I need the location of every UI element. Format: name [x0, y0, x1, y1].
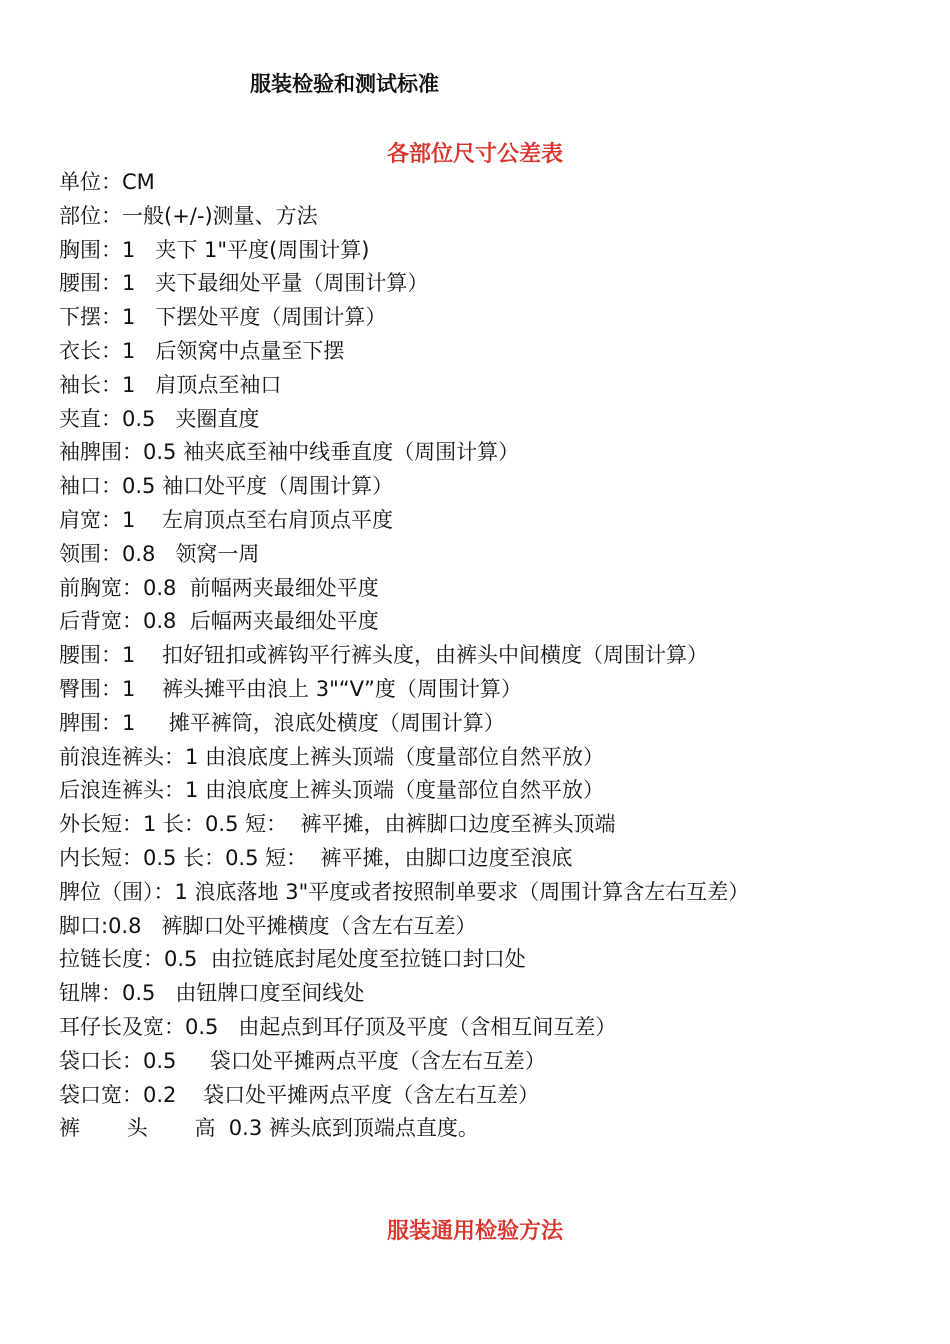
tolerance-line: 后背宽：0.8 后幅两夹最细处平度: [59, 609, 379, 634]
tolerance-line: 后浪连裤头：1 由浪底度上裤头顶端（度量部位自然平放）: [59, 778, 605, 803]
tolerance-line: 拉链长度：0.5 由拉链底封尾处度至拉链口封口处: [59, 947, 526, 972]
tolerance-line: 单位：CM: [59, 170, 155, 194]
tolerance-line: 胸围：1 夹下 1"平度(周围计算): [59, 237, 370, 262]
tolerance-line: 袖长：1 肩顶点至袖口: [59, 372, 282, 397]
tolerance-line: 脾位（围）：1 浪底落地 3"平度或者按照制单要求（周围计算含左右互差）: [59, 879, 750, 904]
section-heading-tolerance-table: 各部位尺寸公差表: [386, 142, 563, 167]
tolerance-line: 裤 头 高 0.3 裤头底到顶端点直度。: [59, 1116, 479, 1141]
tolerance-line: 外长短：1 长：0.5 短： 裤平摊，由裤脚口边度至裤头顶端: [59, 812, 616, 837]
tolerance-line: 脾围：1 摊平裤筒，浪底处横度（周围计算）: [59, 710, 505, 735]
tolerance-line: 袋口宽：0.2 袋口处平摊两点平度（含左右互差）: [59, 1082, 540, 1107]
tolerance-line: 脚口:0.8 裤脚口处平摊横度（含左右互差）: [59, 913, 477, 938]
tolerance-line: 腰围：1 夹下最细处平量（周围计算）: [59, 271, 429, 296]
tolerance-line: 夹直：0.5 夹圈直度: [59, 406, 260, 431]
tolerance-line: 内长短：0.5 长：0.5 短： 裤平摊，由脚口边度至浪底: [59, 845, 573, 870]
tolerance-line: 袋口长：0.5 袋口处平摊两点平度（含左右互差）: [59, 1048, 546, 1073]
tolerance-line: 前胸宽：0.8 前幅两夹最细处平度: [59, 575, 379, 600]
tolerance-line: 前浪连裤头：1 由浪底度上裤头顶端（度量部位自然平放）: [59, 744, 605, 769]
tolerance-line: 钮牌：0.5 由钮牌口度至间线处: [59, 981, 365, 1006]
tolerance-line: 部位：一般(+/-)测量、方法: [59, 203, 318, 228]
tolerance-line: 肩宽：1 左肩顶点至右肩顶点平度: [59, 507, 394, 532]
tolerance-line: 衣长：1 后领窝中点量至下摆: [59, 338, 345, 363]
tolerance-line: 臀围：1 裤头摊平由浪上 3"“V”度（周围计算）: [59, 676, 522, 701]
tolerance-line: 袖脾围：0.5 袖夹底至袖中线垂直度（周围计算）: [59, 440, 520, 465]
tolerance-line: 下摆：1 下摆处平度（周围计算）: [59, 305, 387, 330]
page-title: 服装检验和测试标准: [250, 72, 439, 96]
tolerance-list: [59, 166, 939, 1146]
tolerance-line: 领围：0.8 领窝一周: [59, 541, 260, 566]
tolerance-line: 袖口：0.5 袖口处平度（周围计算）: [59, 474, 394, 499]
tolerance-line: 耳仔长及宽：0.5 由起点到耳仔顶及平度（含相互间互差）: [59, 1014, 617, 1039]
section-heading-inspection-methods: 服装通用检验方法: [386, 1219, 563, 1244]
tolerance-line: 腰围：1 扣好钮扣或裤钩平行裤头度，由裤头中间横度（周围计算）: [59, 643, 709, 668]
